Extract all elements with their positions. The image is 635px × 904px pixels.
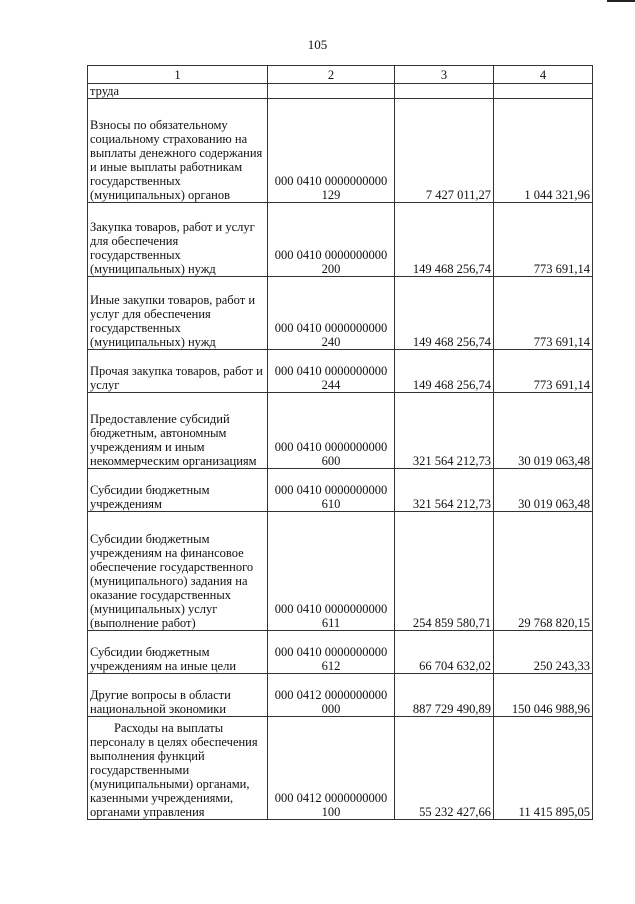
- row-value-col4: 30 019 063,48: [494, 469, 593, 512]
- row-code: 000 0410 0000000000 129: [268, 99, 395, 203]
- row-code: 000 0410 0000000000 600: [268, 393, 395, 469]
- table-row: [88, 631, 593, 674]
- row-name: Расходы на выплаты персоналу в целях обеспечения выполнения функций государственными (муниципальными) органами, казенными учреждениями, органами управления: [88, 717, 268, 820]
- row-name: Субсидии бюджетным учреждениям на иные цели: [88, 631, 268, 674]
- row-code: 000 0412 0000000000 000: [268, 674, 395, 717]
- table-row: [88, 350, 593, 393]
- row-code: [268, 84, 395, 99]
- row-value-col4: 773 691,14: [494, 277, 593, 350]
- table-row: [88, 393, 593, 469]
- row-value-col3: 321 564 212,73: [395, 469, 494, 512]
- row-value-col4: 29 768 820,15: [494, 512, 593, 631]
- table-header-row: [88, 66, 593, 84]
- row-value-col4: 773 691,14: [494, 350, 593, 393]
- row-value-col3: 887 729 490,89: [395, 674, 494, 717]
- row-value-col3: 7 427 011,27: [395, 99, 494, 203]
- header-cell: 1: [88, 66, 268, 84]
- row-name: Субсидии бюджетным учреждениям на финансовое обеспечение государственного (муниципального) задания на оказание государственных (муниципальных) услуг (выполнение работ): [88, 512, 268, 631]
- row-value-col4: 150 046 988,96: [494, 674, 593, 717]
- table-row: [88, 674, 593, 717]
- row-value-col4: 30 019 063,48: [494, 393, 593, 469]
- row-code: 000 0410 0000000000 612: [268, 631, 395, 674]
- row-name: труда: [88, 84, 268, 99]
- row-value-col3: [395, 84, 494, 99]
- row-name: Другие вопросы в области национальной экономики: [88, 674, 268, 717]
- row-value-col3: 149 468 256,74: [395, 203, 494, 277]
- row-value-col4: 773 691,14: [494, 203, 593, 277]
- row-value-col3: 55 232 427,66: [395, 717, 494, 820]
- row-code: 000 0412 0000000000 100: [268, 717, 395, 820]
- header-cell: 3: [395, 66, 494, 84]
- row-name: Субсидии бюджетным учреждениям: [88, 469, 268, 512]
- row-code: 000 0410 0000000000 610: [268, 469, 395, 512]
- row-value-col4: [494, 84, 593, 99]
- row-code: 000 0410 0000000000 244: [268, 350, 395, 393]
- row-value-col3: 321 564 212,73: [395, 393, 494, 469]
- row-value-col4: 250 243,33: [494, 631, 593, 674]
- page-number: 105: [307, 37, 328, 52]
- row-name: Предоставление субсидий бюджетным, автономным учреждениям и иным некоммерческим организациям: [88, 393, 268, 469]
- table-row: [88, 203, 593, 277]
- row-value-col3: 66 704 632,02: [395, 631, 494, 674]
- header-cell: 2: [268, 66, 395, 84]
- table-row: [88, 469, 593, 512]
- row-value-col3: 149 468 256,74: [395, 277, 494, 350]
- row-name: Прочая закупка товаров, работ и услуг: [88, 350, 268, 393]
- row-code: 000 0410 0000000000 240: [268, 277, 395, 350]
- row-value-col4: 1 044 321,96: [494, 99, 593, 203]
- row-name: Иные закупки товаров, работ и услуг для обеспечения государственных (муниципальных) нужд: [88, 277, 268, 350]
- budget-table: [87, 65, 593, 820]
- row-code: 000 0410 0000000000 611: [268, 512, 395, 631]
- table-row: [88, 84, 593, 99]
- row-value-col3: 149 468 256,74: [395, 350, 494, 393]
- table-row: [88, 99, 593, 203]
- table-row: [88, 717, 593, 820]
- row-value-col4: 11 415 895,05: [494, 717, 593, 820]
- row-value-col3: 254 859 580,71: [395, 512, 494, 631]
- row-name: Закупка товаров, работ и услуг для обеспечения государственных (муниципальных) нужд: [88, 203, 268, 277]
- row-name: Взносы по обязательному социальному страхованию на выплаты денежного содержания и иные выплаты работникам государственных (муниципальных) органов: [88, 99, 268, 203]
- row-code: 000 0410 0000000000 200: [268, 203, 395, 277]
- table-row: [88, 512, 593, 631]
- header-cell: 4: [494, 66, 593, 84]
- table-row: [88, 277, 593, 350]
- corner-mark: [607, 0, 635, 2]
